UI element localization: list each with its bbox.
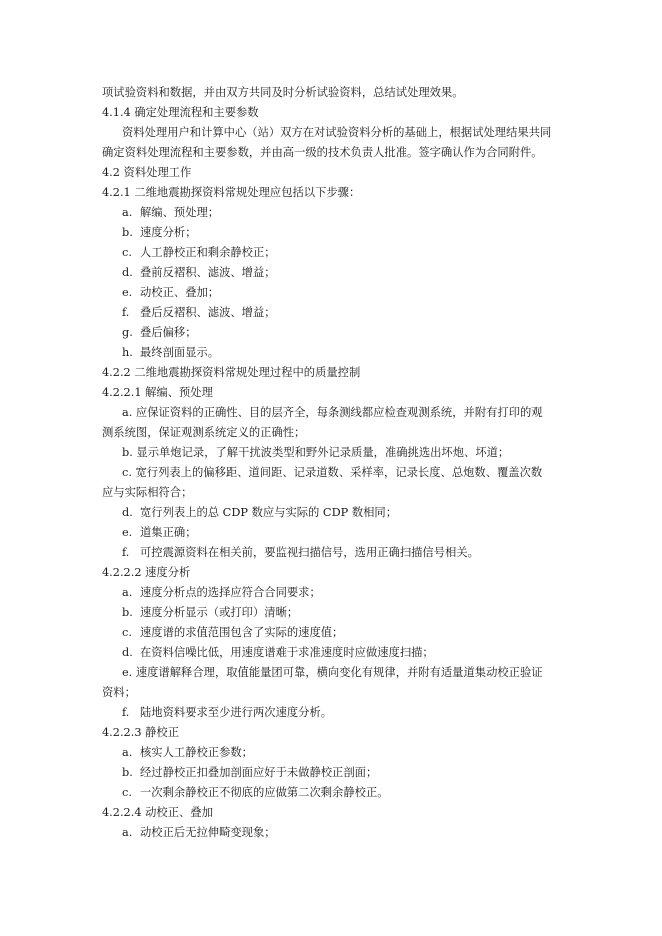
list-item-text: 陆地资料要求至少进行两次速度分析。 (140, 706, 333, 719)
list-item (122, 786, 389, 800)
list-marker: d. (122, 506, 133, 519)
list-marker: f. (122, 706, 130, 719)
list-item-text: 动校正后无拉伸畸变现象； (140, 826, 276, 839)
list-item (122, 626, 343, 640)
paragraph-line: 应与实际相符合； (102, 486, 193, 499)
list-item (122, 746, 253, 760)
list-item-text: 道集正确； (140, 526, 197, 539)
list-marker: d. (122, 646, 133, 659)
section-heading: 4.1.4 确定处理流程和主要参数 (102, 106, 259, 119)
paragraph-line: 确定资料处理流程和主要参数，并由高一级的技术负责人批准。签字确认作为合同附件。 (102, 146, 543, 159)
paragraph-line: b. 显示单炮记录，了解干扰波类型和野外记录质量，准确挑选出坏炮、坏道； (122, 446, 510, 459)
section-heading: 4.2.1 二维地震勘探资料常规处理应包括以下步骤： (102, 186, 361, 199)
list-marker: c. (122, 786, 132, 799)
list-marker: a. (122, 826, 133, 839)
list-item (122, 246, 276, 260)
section-heading: 4.2.2.3 静校正 (102, 726, 180, 739)
paragraph-line: 资料处理用户和计算中心（站）双方在对试验资料分析的基础上，根据试处理结果共同 (122, 126, 552, 139)
list-item-text: 速度分析点的选择应符合合同要求； (140, 586, 321, 599)
list-marker: a. (122, 746, 133, 759)
list-item-text: 动校正、叠加； (140, 286, 220, 299)
list-item (122, 226, 197, 240)
list-marker: a. (122, 586, 133, 599)
list-item (122, 546, 479, 560)
section-heading: 4.2.2.4 动校正、叠加 (102, 806, 213, 819)
list-item-text: 叠前反褶积、滤波、增益； (140, 266, 276, 279)
list-item-text: 宽行列表上的总 CDP 数应与实际的 CDP 数相同； (140, 506, 398, 519)
list-item (122, 766, 377, 780)
section-heading: 4.2.2.2 速度分析 (102, 566, 191, 579)
paragraph-line: 项试验资料和数据，并由双方共同及时分析试验资料，总结试处理效果。 (102, 86, 464, 99)
list-item (122, 526, 197, 540)
list-item (122, 326, 197, 340)
section-heading: 4.2.2 二维地震勘探资料常规处理过程中的质量控制 (102, 366, 361, 379)
list-item-text: 速度分析显示（或打印）清晰； (140, 606, 299, 619)
list-marker: c. (122, 626, 132, 639)
list-item-text: 一次剩余静校正不彻底的应做第二次剩余静校正。 (140, 786, 389, 799)
paragraph-line: e. 速度谱解释合理，取值能量团可靠，横向变化有规律，并附有适量道集动校正验证 (122, 666, 543, 679)
list-item (122, 506, 397, 520)
list-item-text: 可控震源资料在相关前，要监视扫描信号，选用正确扫描信号相关。 (140, 546, 479, 559)
list-item (122, 706, 332, 720)
list-item (122, 646, 434, 660)
list-marker: f. (122, 306, 130, 319)
list-item-text: 核实人工静校正参数； (140, 746, 253, 759)
list-item (122, 206, 219, 220)
list-item-text: 在资料信噪比低，用速度谱难于求准速度时应做速度扫描； (140, 646, 434, 659)
list-marker: b. (122, 766, 133, 779)
list-item-text: 解编、预处理； (140, 206, 220, 219)
list-item (122, 346, 219, 360)
list-marker: f. (122, 546, 130, 559)
list-marker: g. (122, 326, 133, 339)
paragraph-line: 资料； (102, 686, 136, 699)
list-item (122, 286, 219, 300)
list-marker: b. (122, 606, 133, 619)
paragraph-line: a. 应保证资料的正确性、目的层齐全，每条测线都应检查观测系统，并附有打印的观 (122, 406, 543, 419)
list-item-text: 速度分析； (140, 226, 197, 239)
list-item-text: 经过静校正扣叠加剖面应好于未做静校正剖面； (140, 766, 378, 779)
list-item-text: 人工静校正和剩余静校正； (140, 246, 276, 259)
list-marker: c. (122, 246, 132, 259)
list-marker: d. (122, 266, 133, 279)
list-item-text: 速度谱的求值范围包含了实际的速度值； (140, 626, 344, 639)
list-marker: e. (122, 286, 133, 299)
list-marker: h. (122, 346, 133, 359)
list-item (122, 826, 276, 840)
list-item (122, 586, 321, 600)
list-marker: a. (122, 206, 133, 219)
list-item-text: 叠后偏移； (140, 326, 197, 339)
list-item (122, 606, 298, 620)
paragraph-line: c. 宽行列表上的偏移距、道间距、记录道数、采样率，记录长度、总炮数、覆盖次数 (122, 466, 543, 479)
list-item (122, 306, 276, 320)
paragraph-line: 测系统图，保证观测系统定义的正确性； (102, 426, 306, 439)
section-heading: 4.2 资料处理工作 (102, 166, 192, 179)
list-item-text: 叠后反褶积、滤波、增益； (140, 306, 276, 319)
list-marker: b. (122, 226, 133, 239)
list-marker: e. (122, 526, 133, 539)
list-item-text: 最终剖面显示。 (140, 346, 220, 359)
section-heading: 4.2.2.1 解编、预处理 (102, 386, 213, 399)
list-item (122, 266, 276, 280)
